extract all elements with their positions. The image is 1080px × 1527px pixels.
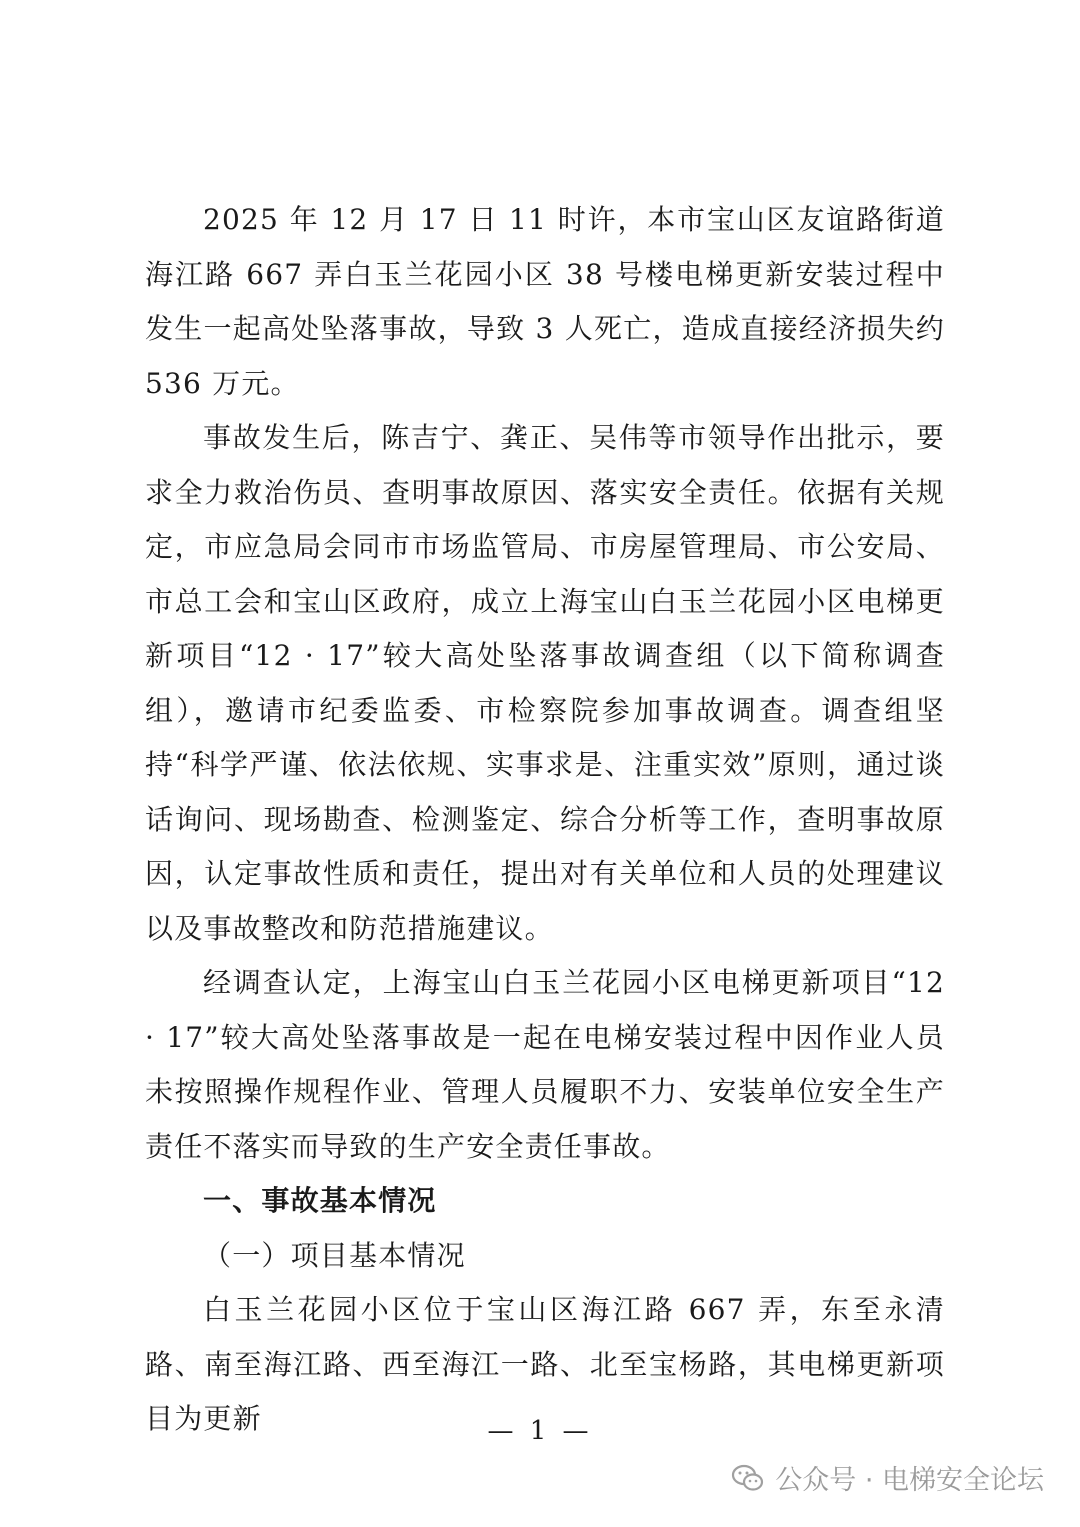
watermark-text: 公众号 · 电梯安全论坛	[775, 1465, 1044, 1496]
wechat-icon	[731, 1463, 765, 1493]
paragraph-project-info: 白玉兰花园小区位于宝山区海江路 667 弄，东至永清路、南至海江路、西至海江一路、北至宝杨路，其电梯更新项目为更新	[145, 1293, 945, 1435]
watermark	[731, 1458, 1044, 1497]
section-heading: 一、事故基本情况	[203, 1184, 437, 1217]
document-body	[145, 193, 945, 1447]
paragraph-investigation-setup: 事故发生后，陈吉宁、龚正、吴伟等市领导作出批示，要求全力救治伤员、查明事故原因、落实安全责任。依据有关规定，市应急局会同市市场监管局、市房屋管理局、市公安局、市总工会和宝山区政府，成立上海宝山白玉兰花园小区电梯更新项目“12 · 17”较大高处坠落事故调查组（以下简称调查组），邀请市纪委监委、市检察院参加事故调查。调查组坚持“科学严谨、依法依规、实事求是、注重实效”原则，通过谈话询问、现场勘查、检测鉴定、综合分析等工作，查明事故原因，认定事故性质和责任，提出对有关单位和人员的处理建议以及事故整改和防范措施建议。	[145, 421, 945, 945]
page-number: — 1 —	[487, 1416, 593, 1446]
paragraph-accident-summary: 2025 年 12 月 17 日 11 时许，本市宝山区友谊路街道海江路 667 弄白玉兰花园小区 38 号楼电梯更新安装过程中发生一起高处坠落事故，导致 3 人死亡，造成直接经济损失约 536 万元。	[145, 203, 945, 400]
paragraph-investigation-conclusion: 经调查认定，上海宝山白玉兰花园小区电梯更新项目“12 · 17”较大高处坠落事故是一起在电梯安装过程中因作业人员未按照操作规程作业、管理人员履职不力、安装单位安全生产责任不落实而导致的生产安全责任事故。	[145, 966, 945, 1163]
subsection-heading: （一）项目基本情况	[203, 1238, 466, 1272]
